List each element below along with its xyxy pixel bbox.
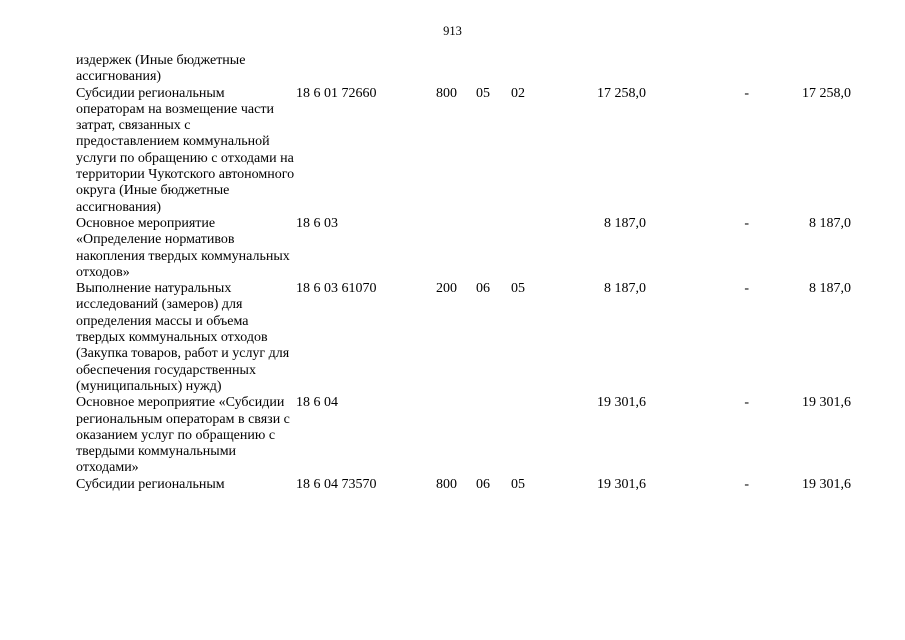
row-total: 8 187,0 xyxy=(809,281,851,297)
row-total: 19 301,6 xyxy=(802,476,851,492)
table-row xyxy=(76,53,851,86)
row-target-code xyxy=(296,53,436,86)
row-amount: 17 258,0 xyxy=(597,85,646,101)
row-section xyxy=(476,216,511,281)
table-row xyxy=(76,395,851,476)
row-name: Субсидии региональным операторам на возмещение части затрат, связанных с предоставлением коммунальной услуги по обращению с отходами на территории Чукотского автономного округа (Иные бюджетные ассигнования) xyxy=(76,85,295,215)
row-expense-type: 200 xyxy=(436,281,457,297)
row-amount: 8 187,0 xyxy=(604,215,646,231)
row-subsection: 05 xyxy=(511,476,525,492)
row-expense-type xyxy=(436,395,476,476)
row-section: 05 xyxy=(476,85,490,101)
row-target-code: 18 6 03 xyxy=(296,215,338,231)
row-name: Выполнение натуральных исследований (замеров) для определения массы и объема твердых коммунальных отходов (Закупка товаров, работ и услуг для обеспечения государственных (муниципальных) нужд) xyxy=(76,281,290,394)
row-subsection: 05 xyxy=(511,281,525,297)
row-amount xyxy=(541,53,646,86)
budget-table-body xyxy=(76,53,851,493)
row-section: 06 xyxy=(476,476,490,492)
page-number: 913 xyxy=(443,24,462,38)
row-total: 19 301,6 xyxy=(802,395,851,411)
row-change: - xyxy=(744,476,749,492)
row-target-code: 18 6 04 73570 xyxy=(296,476,377,492)
row-total: 17 258,0 xyxy=(802,85,851,101)
row-section: 06 xyxy=(476,281,490,297)
table-row xyxy=(76,86,851,216)
table-row xyxy=(76,216,851,281)
row-expense-type xyxy=(436,216,476,281)
row-change: - xyxy=(744,85,749,101)
row-change: - xyxy=(744,395,749,411)
row-section xyxy=(476,395,511,476)
table-row xyxy=(76,281,851,395)
row-amount: 8 187,0 xyxy=(604,281,646,297)
row-subsection: 02 xyxy=(511,85,525,101)
row-subsection xyxy=(511,216,541,281)
row-name: Основное мероприятие «Субсидии региональным операторам в связи с оказанием услуг по обращению с твердыми коммунальными отходами» xyxy=(76,395,290,476)
row-expense-type: 800 xyxy=(436,85,457,101)
row-change: - xyxy=(744,281,749,297)
row-amount: 19 301,6 xyxy=(597,395,646,411)
row-subsection xyxy=(511,395,541,476)
budget-table xyxy=(76,53,851,493)
row-name: издержек (Иные бюджетные ассигнования) xyxy=(76,53,246,85)
row-subsection xyxy=(511,53,541,86)
row-target-code: 18 6 03 61070 xyxy=(296,281,377,297)
row-total xyxy=(749,53,851,86)
row-amount: 19 301,6 xyxy=(597,476,646,492)
row-target-code: 18 6 04 xyxy=(296,395,338,411)
row-section xyxy=(476,53,511,86)
row-name: Субсидии региональным xyxy=(76,476,225,492)
row-change: - xyxy=(744,215,749,231)
table-row xyxy=(76,477,851,493)
row-change xyxy=(646,53,749,86)
row-name: Основное мероприятие «Определение нормативов накопления твердых коммунальных отходов» xyxy=(76,215,290,280)
row-total: 8 187,0 xyxy=(809,215,851,231)
row-expense-type: 800 xyxy=(436,476,457,492)
row-expense-type xyxy=(436,53,476,86)
row-target-code: 18 6 01 72660 xyxy=(296,85,377,101)
